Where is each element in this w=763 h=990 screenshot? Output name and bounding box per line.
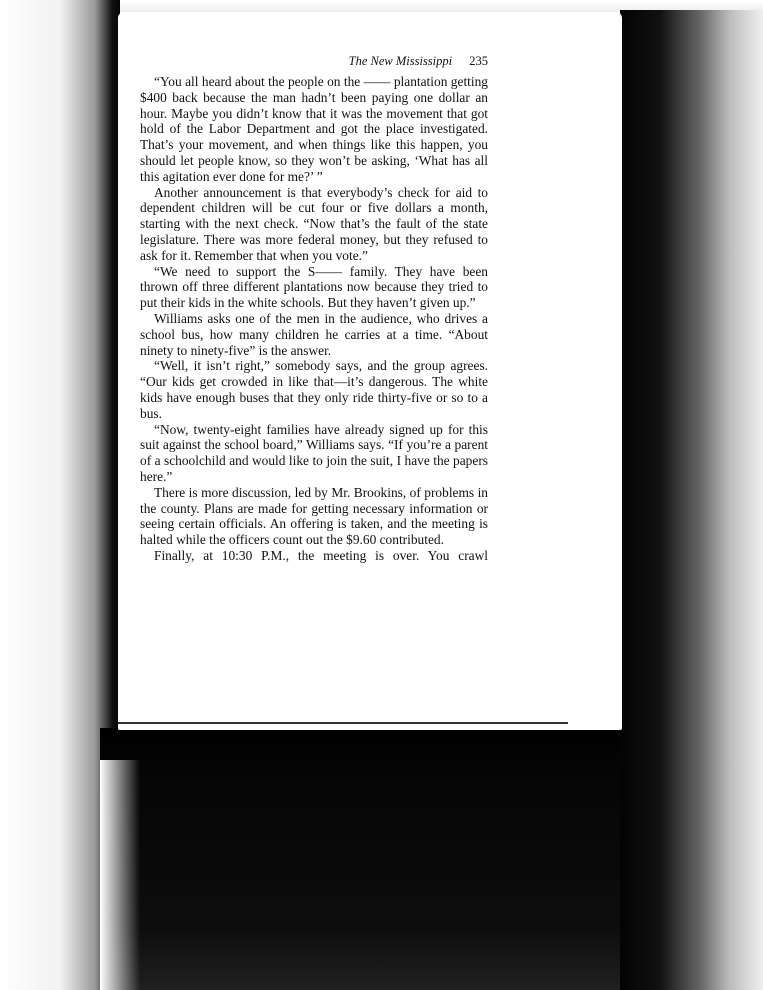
paragraph: Another announcement is that everybody’s check for aid to dependent children will be cut four or five dollars a month, starting with the next check. “Now that’s the fault of the state legislature. There was more federal money, but they refused to ask for it. Remember that when you vote.” bbox=[140, 184, 488, 263]
paragraph: There is more discussion, led by Mr. Brookins, of problems in the county. Plans are made for getting necessary information or seeing certain officials. An offering is taken, and the meeting is halted while the officers count out the $9.60 contributed. bbox=[140, 484, 488, 548]
paragraph: “You all heard about the people on the —— plantation getting $400 back because the man hadn’t been paying one dollar an hour. Maybe you didn’t know that it was the movement that got hold of the Labor Department and got the place investigated. That’s your movement, and when things like this happen, you should let people know, so they won’t be asking, ‘What has all this agitation ever done for me?’ ” bbox=[140, 74, 488, 184]
paragraph: “Now, twenty-eight families have already signed up for this suit against the school board,” Williams says. “If you’re a parent of a schoolchild and would like to join the suit, I have the papers here.” bbox=[140, 421, 488, 484]
running-title: The New Mississippi bbox=[348, 54, 453, 68]
paragraph: “Well, it isn’t right,” somebody says, and the group agrees. “Our kids get crowded in like that—it’s dangerous. The white kids have enough buses that they only ride thirty-five or so to a bus. bbox=[140, 358, 488, 421]
running-header bbox=[140, 54, 488, 69]
scan-bottom-fade bbox=[100, 760, 140, 990]
paragraph: “We need to support the S—— family. They have been thrown off three different plantations now because they tried to put their kids in the white schools. But they haven’t given up.” bbox=[140, 263, 488, 311]
paragraph: Finally, at 10:30 P.M., the meeting is over. You crawl bbox=[154, 547, 488, 563]
scan-bottom-shadow bbox=[100, 728, 620, 990]
page-bottom-edge bbox=[118, 722, 568, 724]
scan-right-shadow bbox=[620, 10, 763, 990]
body-text bbox=[140, 74, 488, 564]
paragraph: Williams asks one of the men in the audience, who drives a school bus, how many children he carries at a time. “About ninety to ninety-five” is the answer. bbox=[140, 310, 488, 358]
page-number: 235 bbox=[469, 54, 488, 68]
